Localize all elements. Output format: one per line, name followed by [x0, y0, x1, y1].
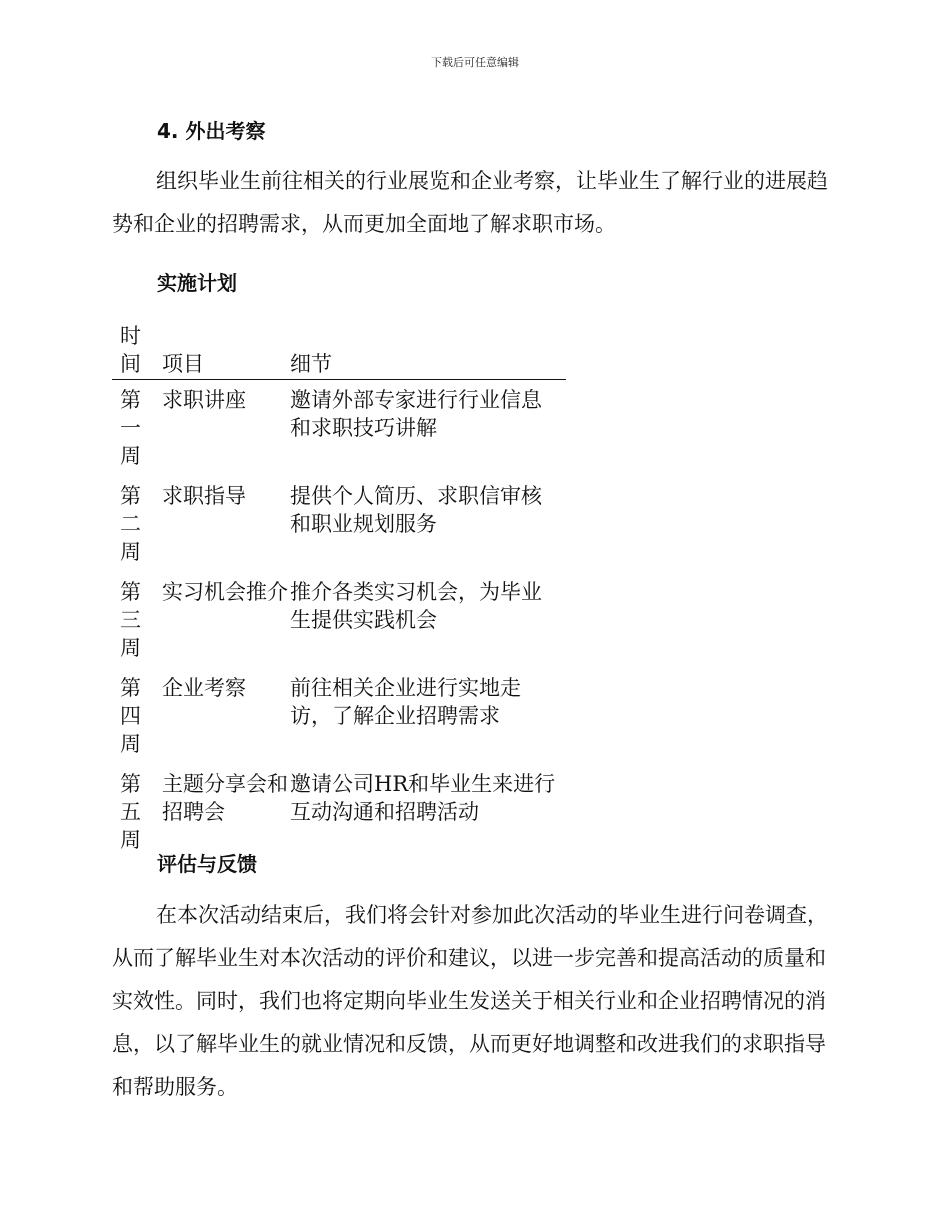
cell-time: 第一周 — [120, 388, 141, 468]
field-visit-paragraph: 组织毕业生前往相关的行业展览和企业考察，让毕业生了解行业的进展趋势和企业的招聘需求，从而更加全面地了解求职市场。 — [112, 169, 828, 236]
cell-item: 求职讲座 — [162, 388, 246, 412]
table-row — [112, 668, 566, 764]
column-header-time: 时间 — [120, 324, 141, 376]
table-header-row — [112, 322, 566, 380]
cell-item: 企业考察 — [162, 676, 246, 700]
cell-item: 实习机会推介 — [162, 580, 288, 604]
cell-item: 求职指导 — [162, 484, 246, 508]
cell-detail: 邀请外部专家进行行业信息和求职技巧讲解 — [290, 388, 542, 440]
implementation-plan-table — [112, 322, 566, 860]
section-heading-evaluation-feedback: 评估与反馈 — [157, 852, 257, 876]
page-header-note: 下载后可任意编辑 — [431, 56, 519, 69]
column-header-detail: 细节 — [290, 352, 332, 376]
cell-detail: 邀请公司HR和毕业生来进行互动沟通和招聘活动 — [290, 772, 556, 824]
cell-time: 第二周 — [120, 484, 141, 564]
table-row — [112, 476, 566, 572]
column-header-item: 项目 — [162, 352, 204, 376]
table-row — [112, 764, 566, 860]
table-row — [112, 572, 566, 668]
cell-detail: 前往相关企业进行实地走访，了解企业招聘需求 — [290, 676, 521, 728]
cell-time: 第五周 — [120, 772, 141, 852]
cell-detail: 推介各类实习机会，为毕业生提供实践机会 — [290, 580, 542, 632]
cell-time: 第三周 — [120, 580, 141, 660]
cell-time: 第四周 — [120, 676, 141, 756]
section-heading-field-visit: 4. 外出考察 — [157, 119, 266, 143]
table-row — [112, 380, 566, 477]
section-heading-implementation-plan: 实施计划 — [157, 271, 237, 295]
cell-item: 主题分享会和招聘会 — [162, 772, 288, 824]
cell-detail: 提供个人简历、求职信审核和职业规划服务 — [290, 484, 542, 536]
evaluation-feedback-paragraph: 在本次活动结束后，我们将会针对参加此次活动的毕业生进行问卷调查，从而了解毕业生对本次活动的评价和建议，以进一步完善和提高活动的质量和实效性。同时，我们也将定期向毕业生发送关于相关行业和企业招聘情况的消息，以了解毕业生的就业情况和反馈，从而更好地调整和改进我们的求职指导和帮助服务。 — [112, 903, 828, 1099]
